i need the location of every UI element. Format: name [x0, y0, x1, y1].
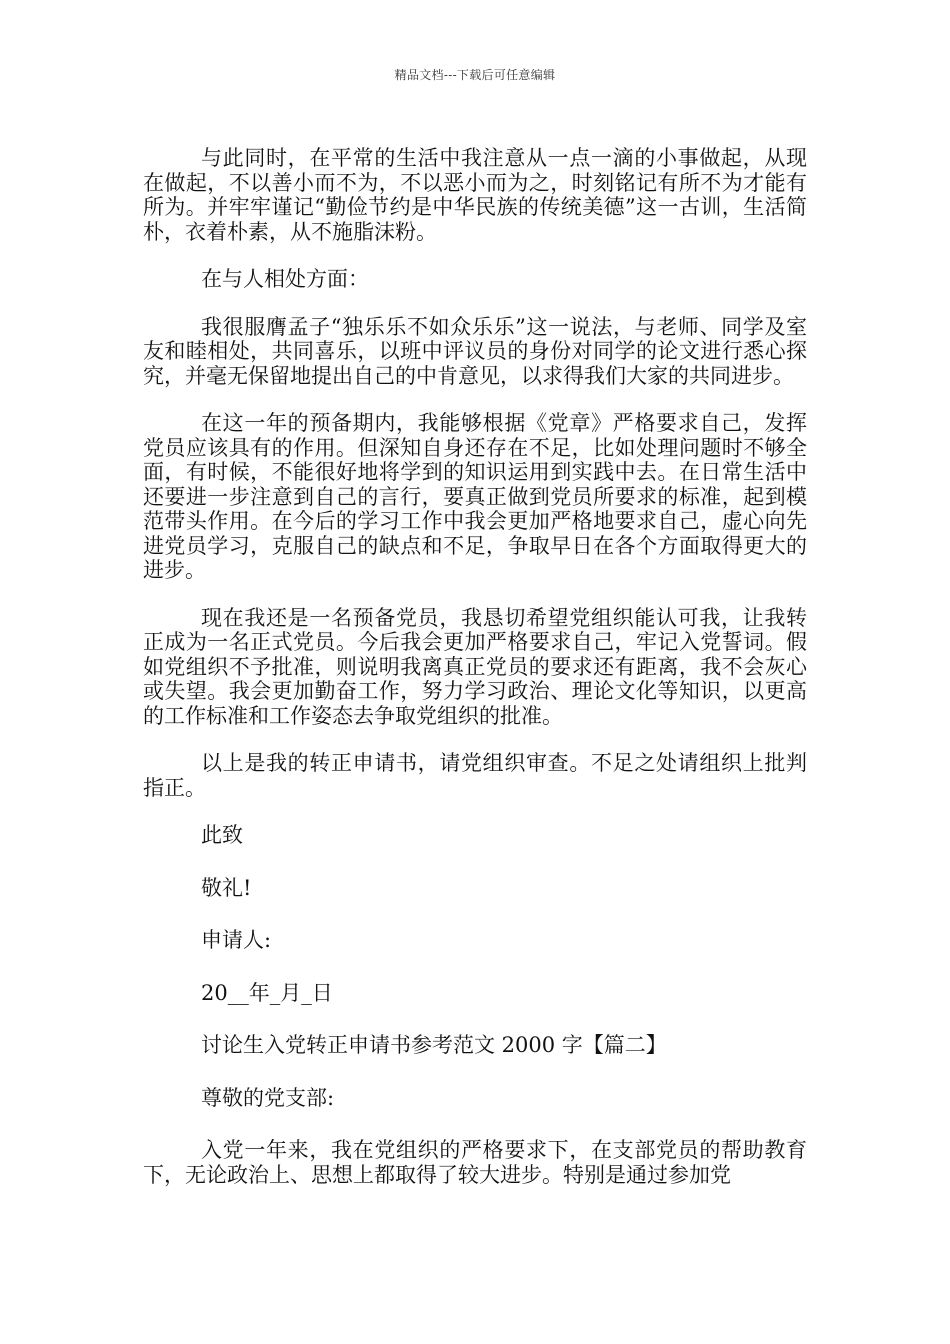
salute-line: 敬礼! [201, 875, 252, 900]
paragraph-relations-heading: 在与人相处方面： [201, 267, 369, 291]
paragraph-second-letter-intro: 入党一年来，我在党组织的严格要求下，在支部党员的帮助教育下，无论政治上、思想上都取得了较大进步。特别是通过参加党 [143, 1138, 807, 1187]
paragraph-probation-period: 在这一年的预备期内，我能够根据《党章》严格要求自己，发挥党员应该具有的作用。但深知自身还存在不足，比如处理问题时不够全面，有时候，不能很好地将学到的知识运用到实践中去。在日常生活中还要进一步注意到自己的言行，要真正做到党员所要求的标准，起到模范带头作用。在今后的学习工作中我会更加严格地要求自己，虚心向先进党员学习，克服自己的缺点和不足，争取早日在各个方面取得更大的进步。 [143, 411, 807, 582]
paragraph-frugality: 与此同时，在平常的生活中我注意从一点一滴的小事做起，从现在做起，不以善小而不为，不以恶小而为之，时刻铭记有所不为才能有所为。并牢牢谨记“勤俭节约是中华民族的传统美德”这一古训，生活简朴，衣着朴素，从不施脂沫粉。 [143, 146, 807, 244]
closing-line: 此致 [201, 823, 243, 847]
date-line: 20__年_月_日 [201, 980, 333, 1005]
document-body [143, 146, 807, 1210]
paragraph-conclusion: 以上是我的转正申请书，请党组织审查。不足之处请组织上批判指正。 [143, 751, 807, 800]
page-header: 精品文档---下载后可任意编辑 [394, 68, 556, 82]
paragraph-request: 现在我还是一名预备党员，我恳切希望党组织能认可我，让我转正成为一名正式党员。今后我会更加严格要求自己，牢记入党誓词。假如党组织不予批准，则说明我离真正党员的要求还有距离，我不会灰心或失望。我会更加勤奋工作，努力学习政治、理论文化等知识，以更高的工作标准和工作姿态去争取党组织的批准。 [143, 605, 807, 728]
section-title: 讨论生入党转正申请书参考范文 2000 字【篇二】 [201, 1033, 667, 1057]
paragraph-relations: 我很服膺孟子“独乐乐不如众乐乐”这一说法，与老师、同学及室友和睦相处，共同喜乐，以班中评议员的身份对同学的论文进行悉心探究，并毫无保留地提出自己的中肯意见，以求得我们大家的共同进步。 [143, 314, 807, 388]
greeting-line: 尊敬的党支部: [201, 1085, 335, 1110]
applicant-line: 申请人: [201, 928, 272, 952]
